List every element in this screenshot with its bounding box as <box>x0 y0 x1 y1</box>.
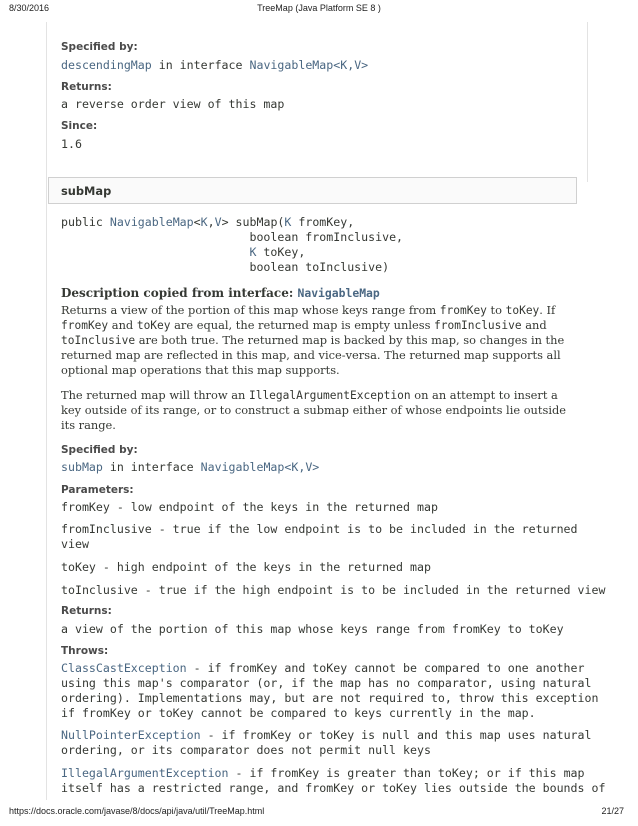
navigable-map-desc-link[interactable]: NavigableMap <box>297 286 380 300</box>
type-k-link[interactable]: K <box>284 215 292 229</box>
throws-item: IllegalArgumentException - if fromKey is greater than toKey; or if this map itself has a restricted range, and fromKey or toKey lies outside the bounds of <box>61 766 606 795</box>
print-date: 8/30/2016 <box>9 3 50 13</box>
returns-text: a reverse order view of this map <box>61 97 285 111</box>
type-k-link[interactable]: K <box>249 245 257 259</box>
since-value: 1.6 <box>61 137 82 151</box>
param-toinclusive: toInclusive - true if the high endpoint is to be included in the returned view <box>61 583 606 597</box>
throws-item: NullPointerException - if fromKey or toKey is null and this map uses natural ordering, or its comparator does not permit null keys <box>61 728 592 757</box>
specified-by-value: subMap in interface NavigableMap<K,V> <box>61 460 320 474</box>
null-pointer-exception-link[interactable]: NullPointerException <box>61 728 201 742</box>
type-v-link[interactable]: V <box>214 215 222 229</box>
print-title: TreeMap (Java Platform SE 8 ) <box>257 3 381 13</box>
method-header-box <box>48 177 577 204</box>
method-signature: public NavigableMap<K,V> subMap(K fromKey, boolean fromInclusive, K toKey, boolean toInclusive) <box>61 215 404 274</box>
navigable-map-link[interactable]: NavigableMap <box>200 460 285 474</box>
throws-item: ClassCastException - if fromKey and toKey cannot be compared to one another using this map's comparator (or, if the map has no comparator, using natural ordering). Implementations may, but are not required to, throw this exception if fromKey or toKey cannot be compared to keys currently in the map. <box>61 661 599 720</box>
param-fromkey: fromKey - low endpoint of the keys in the returned map <box>61 500 438 514</box>
specified-by-label: Specified by: <box>61 41 138 53</box>
descending-map-link[interactable]: descendingMap <box>61 58 152 72</box>
parameters-label: Parameters: <box>61 484 134 496</box>
param-frominclusive: fromInclusive - true if the low endpoint is to be included in the returned view <box>61 522 578 551</box>
submap-link[interactable]: subMap <box>61 460 103 474</box>
illegal-argument-exception-link[interactable]: IllegalArgumentException <box>61 766 229 780</box>
page-url: https://docs.oracle.com/javase/8/docs/api/java/util/TreeMap.html <box>9 806 265 816</box>
description-paragraph-1: Returns a view of the portion of this map whose keys range from fromKey to toKey. If fromKey and toKey are equal, the returned map is empty unless fromInclusive and toInclusive are both true. The returned map is backed by this map, so changes in the returned map are reflected in this map, and vice-versa. The returned map supports all optional map operations that this map supports. <box>61 303 565 377</box>
description-paragraph-2: The returned map will throw an IllegalArgumentException on an attempt to insert a key outside of its range, or to construct a submap either of whose endpoints lie outside its range. <box>61 388 566 432</box>
navigable-map-type-link[interactable]: NavigableMap <box>109 215 194 229</box>
returns-label: Returns: <box>61 605 112 617</box>
type-k-link[interactable]: K <box>200 215 208 229</box>
class-cast-exception-link[interactable]: ClassCastException <box>61 661 187 675</box>
method-name: subMap <box>61 184 112 198</box>
returns-label: Returns: <box>61 81 112 93</box>
returns-text: a view of the portion of this map whose keys range from fromKey to toKey <box>61 622 564 636</box>
page-number: 21/27 <box>601 806 624 816</box>
specified-by-value: descendingMap in interface NavigableMap<K,V> <box>61 58 369 72</box>
navigable-map-link[interactable]: NavigableMap <box>249 58 334 72</box>
content-border-left <box>46 22 47 800</box>
throws-label: Throws: <box>61 645 109 657</box>
since-label: Since: <box>61 120 98 132</box>
content-border-right <box>587 22 588 182</box>
specified-by-label: Specified by: <box>61 444 138 456</box>
description-heading: Description copied from interface: NavigableMap <box>61 286 380 300</box>
param-tokey: toKey - high endpoint of the keys in the returned map <box>61 560 431 574</box>
